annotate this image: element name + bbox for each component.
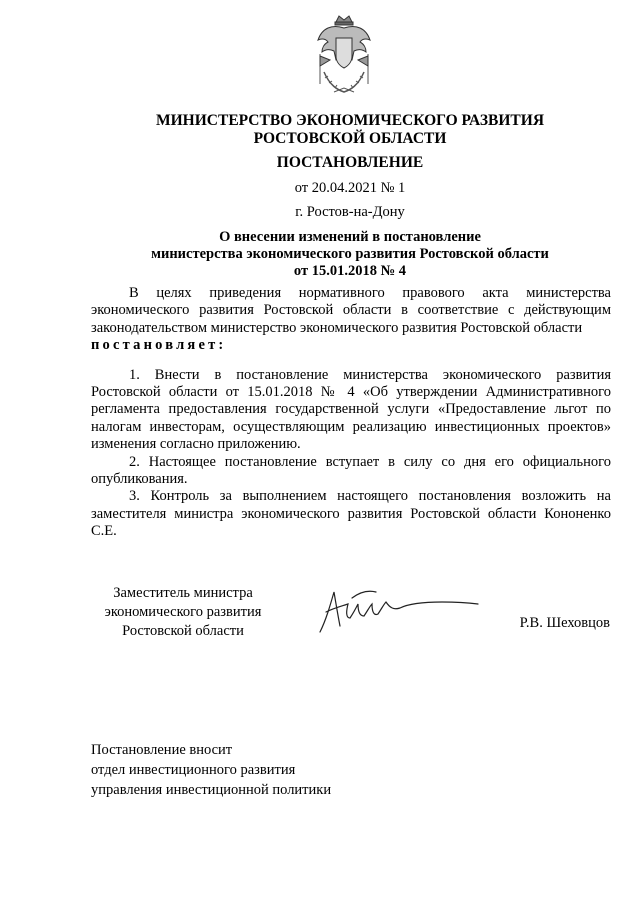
item-3-paragraph: 3. Контроль за выполнением настоящего постановления возложить на заместителя министра экономического развития Ростовской области Кононенко С.Е. (91, 488, 611, 540)
document-type: ПОСТАНОВЛЕНИЕ (276, 154, 424, 171)
coat-of-arms-icon (312, 14, 376, 96)
handwritten-signature (312, 582, 482, 642)
signer-position-line3: Ростовской области (122, 623, 244, 639)
subject-line2: министерства экономического развития Ростовской области (151, 246, 549, 262)
item-2-paragraph: 2. Настоящее постановление вступает в силу со дня его официального опубликования. (91, 453, 611, 488)
ministry-name-line1: МИНИСТЕРСТВО ЭКОНОМИЧЕСКОГО РАЗВИТИЯ (155, 112, 545, 129)
preamble-paragraph: В целях приведения нормативного правового акта министерства экономического развития Ростовской области в соответствие с действующим законодательством министерство экономического развития Ростовской области (91, 285, 611, 336)
document-city: г. Ростов-на-Дону (295, 204, 405, 220)
signer-position-line2: экономического развития (104, 604, 262, 620)
subject-line1: О внесении изменений в постановление (219, 229, 481, 245)
signer-position-line1: Заместитель министра (113, 585, 253, 601)
document-body (91, 285, 611, 541)
signer-name: Р.В. Шеховцов (519, 615, 610, 631)
ministry-name-line2: РОСТОВСКОЙ ОБЛАСТИ (253, 130, 447, 147)
footer-line3: управления инвестиционной политики (91, 782, 332, 798)
footer-line1: Постановление вносит (91, 742, 233, 758)
resolves-word: постановляет: (91, 337, 227, 354)
footer-line2: отдел инвестиционного развития (91, 762, 296, 778)
document-footer (91, 740, 331, 800)
document-date-number: от 20.04.2021 № 1 (294, 180, 406, 196)
signer-position (88, 584, 278, 641)
subject-line3: от 15.01.2018 № 4 (293, 263, 407, 279)
document-subject (60, 229, 640, 280)
item-1-paragraph: 1. Внести в постановление министерства экономического развития Ростовской области от 15.01.2018 № 4 «Об утверждении Административного регламента предоставления государственной услуги «Предоставление льгот по налогам инвесторам, осуществляющим реализацию инвестиционных проектов» изменения согласно приложению. (91, 366, 611, 453)
ministry-name (60, 112, 640, 148)
